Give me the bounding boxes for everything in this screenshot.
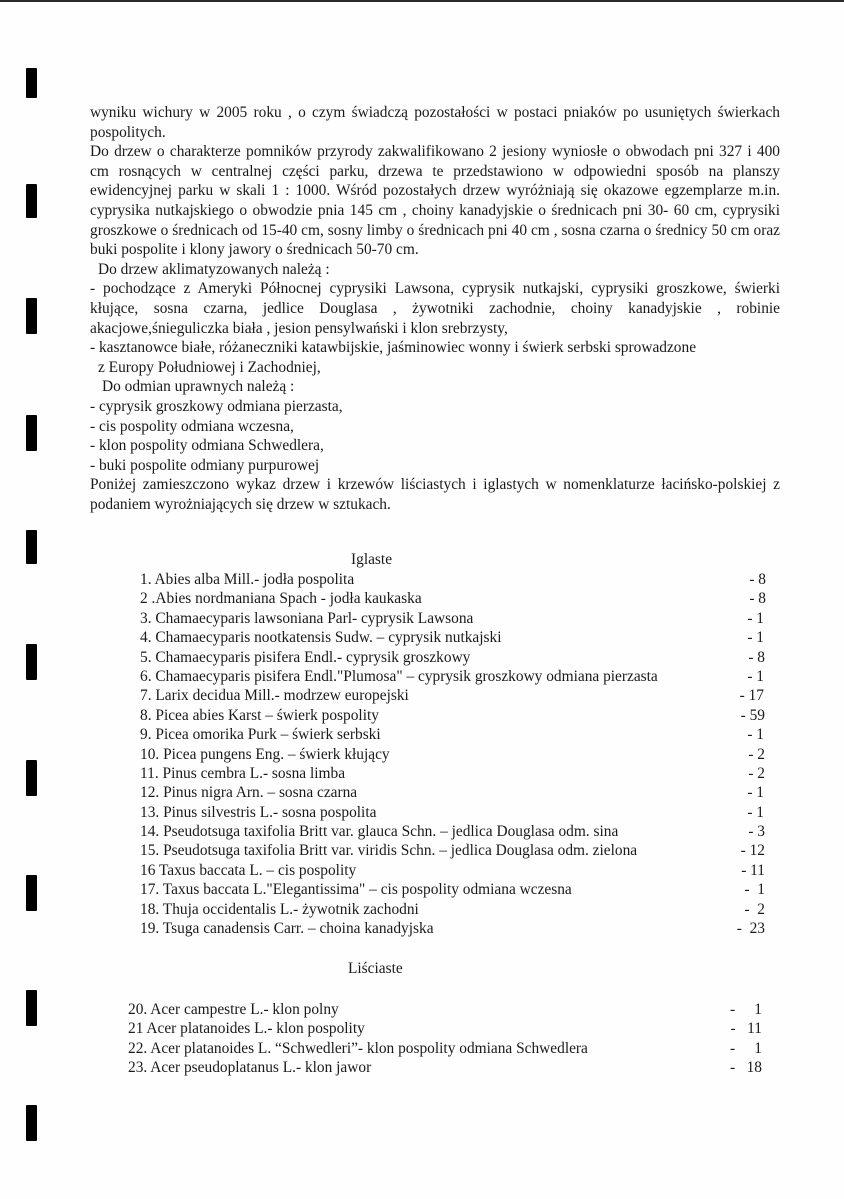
list-item [140,803,764,822]
paragraph: Do drzew aklimatyzowanych należą : [98,260,330,278]
species-name: 4. Chamaecyparis nootkatensis Sudw. – cyprysik nutkajski [140,629,502,647]
species-name: 1. Abies alba Mill.- jodła pospolita [140,571,355,588]
species-count: - 11 [730,1020,762,1038]
paragraph: Do drzew o charakterze pomników przyrody zakwalifikowano 2 jesiony wyniosłe o obwodach pni 327 i 400 cm rosnących w centralnej części parku, drzewa te przedstawiono w odpowiedni sposób na planszy ewidencyjnej parku w skali 1 : 1000. Wśród pozostałych drzew wyróżniają się okazowe egzemplarze m.in. cyprysika nutkajskiego o obwodzie pnia 145 cm , choiny kanadyjskie o średnicach pni 30- 60 cm, cyprysiki groszkowe o średnicach od 15-40 cm, sosny limby o średnicach pni 40 cm , sosna czarna o średnicy 50 cm oraz buki pospolite i klony jawory o średnicach 50-70 cm. [90,143,780,259]
list-item: - cyprysik groszkowy odmiana pierzasta, [90,397,343,415]
paragraph: z Europy Południowej i Zachodniej, [98,358,321,376]
page-top-border [0,0,844,2]
list-item [128,1058,762,1077]
species-count: - 8 [749,590,766,608]
binder-hole-mark [26,644,37,680]
species-count: - 2 [748,745,765,763]
species-name: 11. Pinus cembra L.- sosna limba [140,764,346,782]
species-name: 7. Larix decidua Mill.- modrzew europejski [140,687,409,705]
list-item [140,648,765,667]
list-item [140,725,764,744]
species-count: - 1 [729,1039,762,1057]
paragraph: wyniku wichury w 2005 roku , o czym świadczą pozostałości w postaci pniaków po usuniętych świerkach pospolitych. [90,104,780,141]
body-text [90,103,780,514]
list-item [140,628,764,647]
list-item [140,745,765,764]
species-count: - 1 [747,803,764,821]
species-name: 3. Chamaecyparis lawsoniana Parl- cyprysik Lawsona [140,609,474,627]
list-item [128,1039,762,1058]
binder-hole-mark [26,1105,37,1141]
species-count: - 59 [740,706,765,724]
paragraph: Poniżej zamieszczono wykaz drzew i krzewów liściastych i iglastych w nomenklaturze łacińsko-polskiej z podaniem wyrożniających się drzew w sztukach. [90,476,780,513]
species-count: - 11 [741,861,765,879]
section-title-lisciaste: Liściaste [348,960,403,977]
species-name: 14. Pseudotsuga taxifolia Britt var. glauca Schn. – jedlica Douglasa odm. sina [140,823,619,841]
list-item [140,919,765,938]
species-count: - 2 [744,900,765,918]
species-count: - 23 [736,920,765,938]
list-item: - buki pospolite odmiany purpurowej [90,456,320,474]
binder-hole-mark [26,184,37,218]
species-count: - 1 [747,726,764,744]
species-count: - 12 [740,842,765,860]
list-item [140,900,765,919]
species-name: 23. Acer pseudoplatanus L.- klon jawor [128,1059,372,1077]
species-count: - 1 [747,784,764,802]
binder-hole-mark [26,68,37,98]
list-item [140,609,764,628]
species-count: - 17 [739,687,764,705]
list-item [128,1019,762,1038]
species-count: - 1 [729,1001,762,1018]
species-name: 2 .Abies nordmaniana Spach - jodła kaukaska [140,590,422,608]
list-item [140,706,765,725]
species-name: 13. Pinus silvestris L.- sosna pospolita [140,803,377,821]
species-count: - 1 [747,667,764,685]
species-count: - 3 [748,823,765,841]
species-count: - 8 [749,571,766,588]
list-item [140,764,765,783]
species-name: 18. Thuja occidentalis L.- żywotnik zachodni [140,900,419,918]
binder-hole-mark [26,530,37,564]
species-name: 19. Tsuga canadensis Carr. – choina kanadyjska [140,920,434,938]
deciduous-list [128,1000,768,1078]
list-item [140,667,764,686]
species-name: 15. Pseudotsuga taxifolia Britt var. viridis Schn. – jedlica Douglasa odm. zielona [140,842,638,860]
binder-hole-mark [26,875,37,911]
paragraph: - kasztanowce białe, różaneczniki katawbijskie, jaśminowiec wonny i świerk serbski sprowadzone [90,339,697,357]
list-item [128,1000,762,1019]
species-name: 8. Picea abies Karst – świerk pospolity [140,706,379,724]
list-item [140,589,766,608]
species-name: 22. Acer platanoides L. “Schwedleri”- klon pospolity odmiana Schwedlera [128,1039,588,1057]
species-name: 10. Picea pungens Eng. – świerk kłujący [140,745,390,763]
conifer-list [140,570,770,938]
species-count: - 1 [744,881,765,899]
species-count: - 1 [747,609,764,627]
species-name: 21 Acer platanoides L.- klon pospolity [128,1020,365,1038]
species-count: - 18 [729,1059,762,1077]
species-name: 6. Chamaecyparis pisifera Endl."Plumosa" – cyprysik groszkowy odmiana pierzasta [140,667,658,685]
binder-hole-mark [26,990,37,1026]
binder-hole-mark [26,760,37,796]
list-item [140,880,765,899]
species-name: 16 Taxus baccata L. – cis pospolity [140,861,357,879]
species-name: 17. Taxus baccata L."Elegantissima" – cis pospolity odmiana wczesna [140,881,572,899]
paragraph: Do odmian uprawnych należą : [102,378,295,396]
binder-hole-mark [26,415,37,451]
list-item [140,686,764,705]
species-name: 20. Acer campestre L.- klon polny [128,1001,339,1018]
list-item [140,570,766,589]
species-name: 5. Chamaecyparis pisifera Endl.- cyprysik groszkowy [140,648,471,666]
list-item [140,861,765,880]
species-name: 9. Picea omorika Purk – świerk serbski [140,726,381,744]
species-count: - 8 [748,648,765,666]
paragraph: - pochodzące z Ameryki Północnej cyprysiki Lawsona, cyprysik nutkajski, cyprysiki groszkowe, świerki kłujące, sosna czarna, jedlice Douglasa , żywotniki zachodnie, choiny kanadyjskie , robinie akacjowe,śnieguliczka biała , jesion pensylwański i klon srebrzysty, [90,280,780,337]
list-item: - cis pospolity odmiana wczesna, [90,417,294,435]
list-item: - klon pospolity odmiana Schwedlera, [90,437,324,455]
list-item [140,822,765,841]
species-count: - 1 [747,629,764,647]
species-count: - 2 [748,764,765,782]
species-name: 12. Pinus nigra Arn. – sosna czarna [140,784,358,802]
section-title-iglaste: Iglaste [351,551,393,568]
binder-hole-mark [26,298,37,334]
list-item [140,783,764,802]
list-item [140,841,765,860]
